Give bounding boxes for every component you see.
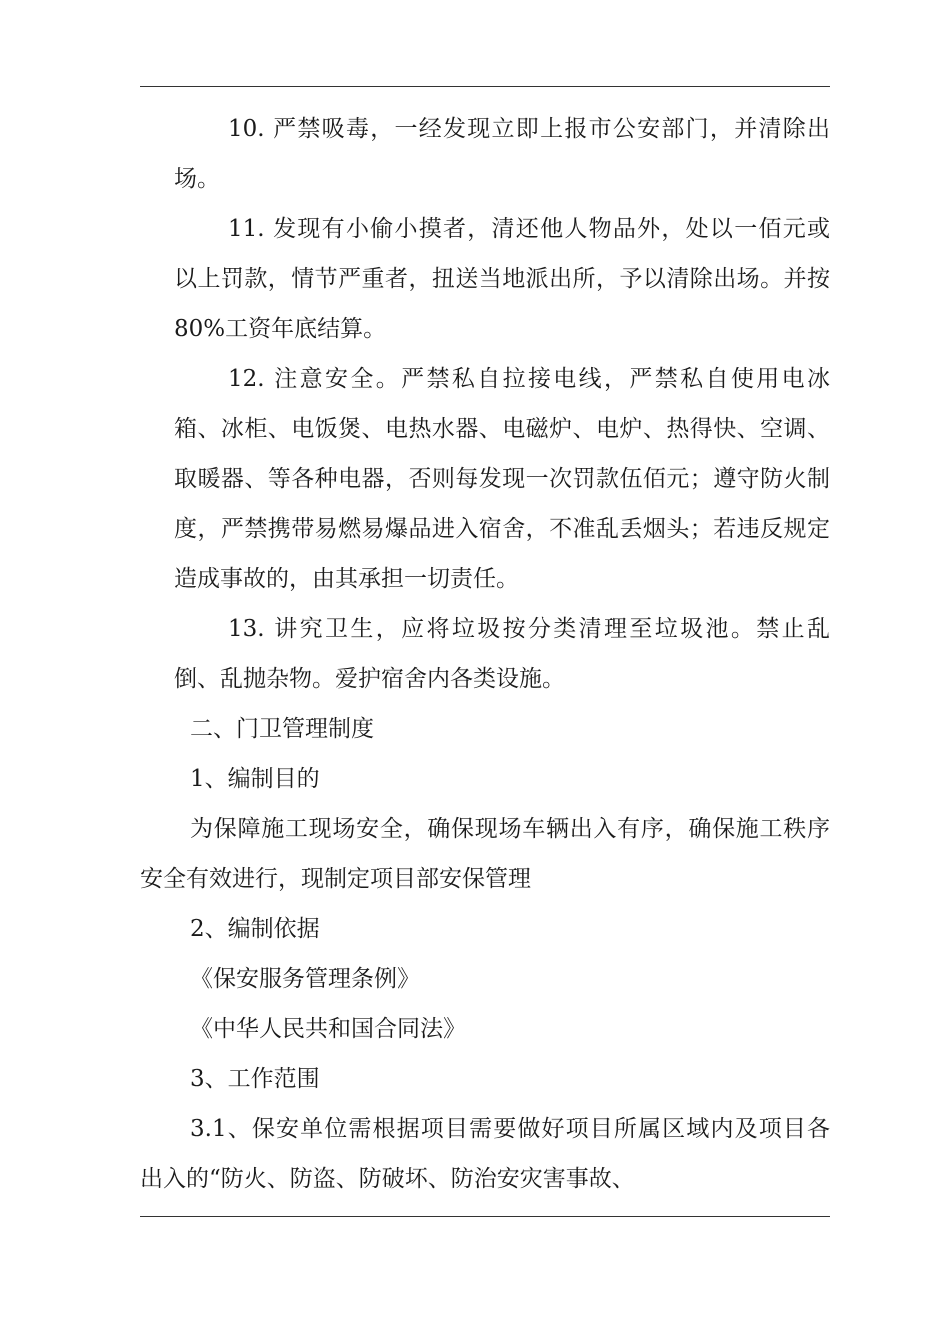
rule-12-line-5: 造成事故的，由其承担一切责任。	[174, 566, 519, 592]
subheading-basis: 2、编制依据	[190, 916, 320, 942]
purpose-line-1: 为保障施工现场安全，确保现场车辆出入有序，确保施工秩序	[190, 816, 830, 842]
scope-3-1-line-1: 3.1、保安单位需根据项目需要做好项目所属区域内及项目各	[190, 1116, 830, 1142]
section-heading-gate-management: 二、门卫管理制度	[190, 716, 374, 742]
subheading-purpose: 1、编制目的	[190, 766, 320, 792]
basis-item-2: 《中华人民共和国合同法》	[190, 1016, 466, 1042]
rule-12-line-1: 12. 注意安全。严禁私自拉接电线，严禁私自使用电冰	[228, 366, 830, 392]
purpose-line-2: 安全有效进行，现制定项目部安保管理	[140, 866, 531, 892]
document-body	[140, 104, 830, 1204]
rule-13-line-1: 13. 讲究卫生，应将垃圾按分类清理至垃圾池。禁止乱	[228, 616, 830, 642]
rule-12-line-2: 箱、冰柜、电饭煲、电热水器、电磁炉、电炉、热得快、空调、	[174, 416, 830, 442]
rule-12-line-3: 取暖器、等各种电器，否则每发现一次罚款伍佰元；遵守防火制	[174, 466, 830, 492]
scope-3-1-line-2: 出入的“防火、防盗、防破坏、防治安灾害事故、	[140, 1166, 635, 1192]
rule-11-line-1: 11. 发现有小偷小摸者，清还他人物品外，处以一佰元或	[228, 216, 830, 242]
footer-rule	[140, 1216, 830, 1217]
rule-13-line-2: 倒、乱抛杂物。爱护宿舍内各类设施。	[174, 666, 565, 692]
rule-10-line-2: 场。	[174, 166, 220, 192]
subheading-scope: 3、工作范围	[190, 1066, 320, 1092]
rule-11-line-2: 以上罚款，情节严重者，扭送当地派出所，予以清除出场。并按	[174, 266, 830, 292]
rule-10-line-1: 10. 严禁吸毒，一经发现立即上报市公安部门，并清除出	[228, 116, 830, 142]
rule-11-line-3: 80%工资年底结算。	[174, 316, 387, 342]
rule-12-line-4: 度，严禁携带易燃易爆品进入宿舍，不准乱丢烟头；若违反规定	[174, 516, 830, 542]
header-rule	[140, 86, 830, 87]
basis-item-1: 《保安服务管理条例》	[190, 966, 420, 992]
